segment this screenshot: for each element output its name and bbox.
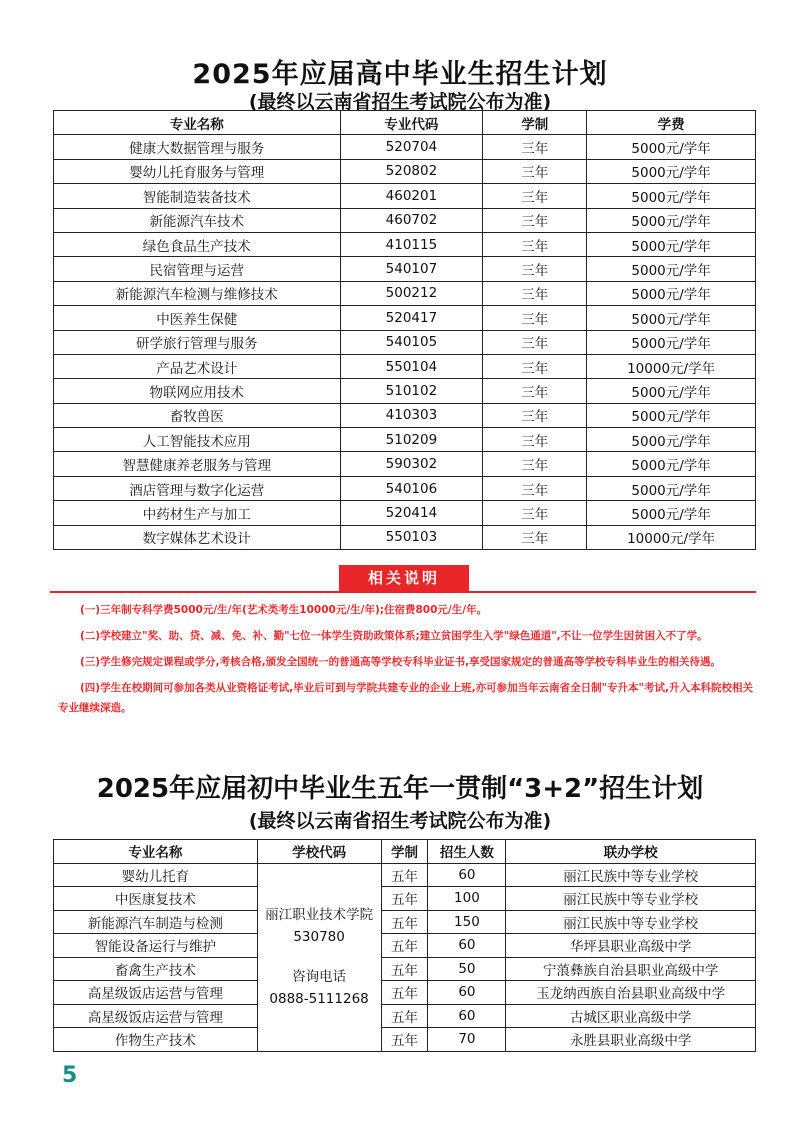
column-header: 招生人数 [428,840,506,864]
table-cell: 中医康复技术 [54,887,258,911]
table-cell: 人工智能技术应用 [54,428,341,452]
table-cell: 丽江民族中等专业学校 [506,863,756,887]
phone-label: 咨询电话 [292,969,347,985]
table-cell: 五年 [381,1028,428,1052]
table-cell: 畜牧兽医 [54,403,341,427]
table-cell: 三年 [483,257,587,281]
table-cell: 520802 [340,159,483,183]
table-row [54,330,756,354]
table-cell: 三年 [483,403,587,427]
table-row [54,452,756,476]
table-cell: 中药材生产与加工 [54,501,341,525]
table-cell: 5000元/学年 [587,330,756,354]
plan-subtitle-high-school: (最终以云南省招生考试院公布为准) [248,91,552,113]
table-header-row [54,840,756,864]
table-row [54,863,756,887]
table-cell: 5000元/学年 [587,232,756,256]
table-cell: 三年 [483,135,587,159]
table-row [54,910,756,934]
school-code: 丽江职业技术学院530780 [265,907,374,945]
table-cell: 510209 [340,428,483,452]
table-cell: 100 [428,887,506,911]
table-cell: 150 [428,910,506,934]
table-cell: 永胜县职业高级中学 [506,1028,756,1052]
table-cell: 高星级饭店运营与管理 [54,981,258,1005]
column-header: 专业代码 [340,111,483,135]
note-item: (二)学校建立"奖、助、贷、减、免、补、勤"七位一体学生资助政策体系;建立贫困学生入学"绿色通道",不让一位学生因贫困入不了学。 [80,630,708,642]
table-cell: 540105 [340,330,483,354]
table-cell: 三年 [483,330,587,354]
table-cell: 5000元/学年 [587,159,756,183]
table-row [54,184,756,208]
table-cell: 60 [428,1004,506,1028]
table-cell: 新能源汽车检测与维修技术 [54,281,341,305]
notes-list [58,600,758,724]
column-header: 学费 [587,111,756,135]
table-cell: 50 [428,957,506,981]
table-cell: 5000元/学年 [587,306,756,330]
table-cell: 460702 [340,208,483,232]
table-cell: 数字媒体艺术设计 [54,525,341,549]
table-cell: 三年 [483,452,587,476]
plan-title-middle-school: 2025年应届初中毕业生五年一贯制“3+2”招生计划 [96,774,704,804]
table-cell: 五年 [381,887,428,911]
table-cell: 高星级饭店运营与管理 [54,1004,258,1028]
table-cell: 590302 [340,452,483,476]
notes-heading: 相关说明 [339,565,469,591]
table-cell: 5000元/学年 [587,501,756,525]
column-header: 专业名称 [54,111,341,135]
table-cell: 五年 [381,863,428,887]
table-cell: 60 [428,981,506,1005]
table-cell: 健康大数据管理与服务 [54,135,341,159]
table-cell: 5000元/学年 [587,208,756,232]
table-cell: 三年 [483,281,587,305]
table-cell: 五年 [381,910,428,934]
table-cell: 60 [428,934,506,958]
high-school-plan-table [53,110,756,550]
plan-subtitle-middle-school: (最终以云南省招生考试院公布为准) [248,810,552,832]
table-cell: 70 [428,1028,506,1052]
table-cell: 460201 [340,184,483,208]
table-cell: 510102 [340,379,483,403]
table-cell: 5000元/学年 [587,428,756,452]
table-row [54,135,756,159]
table-cell: 智能制造装备技术 [54,184,341,208]
table-cell: 作物生产技术 [54,1028,258,1052]
school-code-cell [257,863,381,1051]
column-header: 专业名称 [54,840,258,864]
table-cell: 500212 [340,281,483,305]
page-number: 5 [62,1063,78,1088]
table-cell: 5000元/学年 [587,403,756,427]
table-cell: 三年 [483,354,587,378]
table-cell: 540107 [340,257,483,281]
table-cell: 三年 [483,159,587,183]
table-row [54,306,756,330]
table-cell: 畜禽生产技术 [54,957,258,981]
table-cell: 古城区职业高级中学 [506,1004,756,1028]
notes-divider [50,591,756,593]
table-cell: 五年 [381,957,428,981]
table-cell: 三年 [483,501,587,525]
table-row [54,208,756,232]
table-cell: 520414 [340,501,483,525]
table-row [54,525,756,549]
table-cell: 三年 [483,428,587,452]
table-row [54,1004,756,1028]
table-cell: 中医养生保健 [54,306,341,330]
table-cell: 5000元/学年 [587,184,756,208]
column-header: 学制 [381,840,428,864]
table-cell: 410115 [340,232,483,256]
table-cell: 520417 [340,306,483,330]
table-cell: 物联网应用技术 [54,379,341,403]
table-cell: 婴幼儿托育 [54,863,258,887]
column-header: 联办学校 [506,840,756,864]
note-item: (一)三年制专科学费5000元/生/年(艺术类考生10000元/生/年);住宿费800元/生/年。 [80,604,488,616]
table-cell: 三年 [483,208,587,232]
table-cell: 婴幼儿托育服务与管理 [54,159,341,183]
table-cell: 五年 [381,1004,428,1028]
table-cell: 产品艺术设计 [54,354,341,378]
table-row [54,476,756,500]
phone-number: 0888-5111268 [269,991,369,1007]
note-item: (三)学生修完规定课程或学分,考核合格,颁发全国统一的普通高等学校专科毕业证书,享受国家规定的普通高等学校专科毕业生的相关待遇。 [80,656,722,668]
table-cell: 三年 [483,525,587,549]
table-cell: 华坪县职业高级中学 [506,934,756,958]
table-cell: 三年 [483,476,587,500]
table-row [54,281,756,305]
table-cell: 智慧健康养老服务与管理 [54,452,341,476]
table-cell: 10000元/学年 [587,525,756,549]
table-cell: 新能源汽车技术 [54,208,341,232]
table-cell: 民宿管理与运营 [54,257,341,281]
table-row [54,501,756,525]
table-cell: 5000元/学年 [587,281,756,305]
table-cell: 五年 [381,934,428,958]
table-cell: 5000元/学年 [587,379,756,403]
table-row [54,257,756,281]
table-cell: 研学旅行管理与服务 [54,330,341,354]
table-row [54,232,756,256]
table-row [54,403,756,427]
table-cell: 5000元/学年 [587,135,756,159]
table-cell: 玉龙纳西族自治县职业高级中学 [506,981,756,1005]
table-cell: 智能设备运行与维护 [54,934,258,958]
table-row [54,934,756,958]
table-cell: 5000元/学年 [587,476,756,500]
five-year-plan-table [53,839,756,1052]
table-cell: 酒店管理与数字化运营 [54,476,341,500]
table-header-row [54,111,756,135]
table-cell: 410303 [340,403,483,427]
column-header: 学校代码 [257,840,381,864]
table-cell: 540106 [340,476,483,500]
table-cell: 5000元/学年 [587,452,756,476]
table-cell: 新能源汽车制造与检测 [54,910,258,934]
table-cell: 三年 [483,184,587,208]
table-row [54,981,756,1005]
table-cell: 60 [428,863,506,887]
table-cell: 三年 [483,379,587,403]
table-cell: 五年 [381,981,428,1005]
table-row [54,957,756,981]
plan-title-high-school: 2025年应届高中毕业生招生计划 [192,59,608,90]
table-row [54,159,756,183]
table-cell: 550103 [340,525,483,549]
table-cell: 绿色食品生产技术 [54,232,341,256]
table-cell: 520704 [340,135,483,159]
table-cell: 三年 [483,232,587,256]
table-row [54,1028,756,1052]
table-row [54,354,756,378]
table-cell: 丽江民族中等专业学校 [506,910,756,934]
table-cell: 三年 [483,306,587,330]
note-item: (四)学生在校期间可参加各类从业资格证考试,毕业后可到与学院共建专业的企业上班,亦可参加当年云南省全日制"专升本"考试,升入本科院校相关专业继续深造。 [58,682,754,714]
table-cell: 10000元/学年 [587,354,756,378]
table-cell: 丽江民族中等专业学校 [506,887,756,911]
table-row [54,887,756,911]
column-header: 学制 [483,111,587,135]
table-cell: 5000元/学年 [587,257,756,281]
table-row [54,379,756,403]
table-row [54,428,756,452]
table-cell: 550104 [340,354,483,378]
table-cell: 宁蒗彝族自治县职业高级中学 [506,957,756,981]
